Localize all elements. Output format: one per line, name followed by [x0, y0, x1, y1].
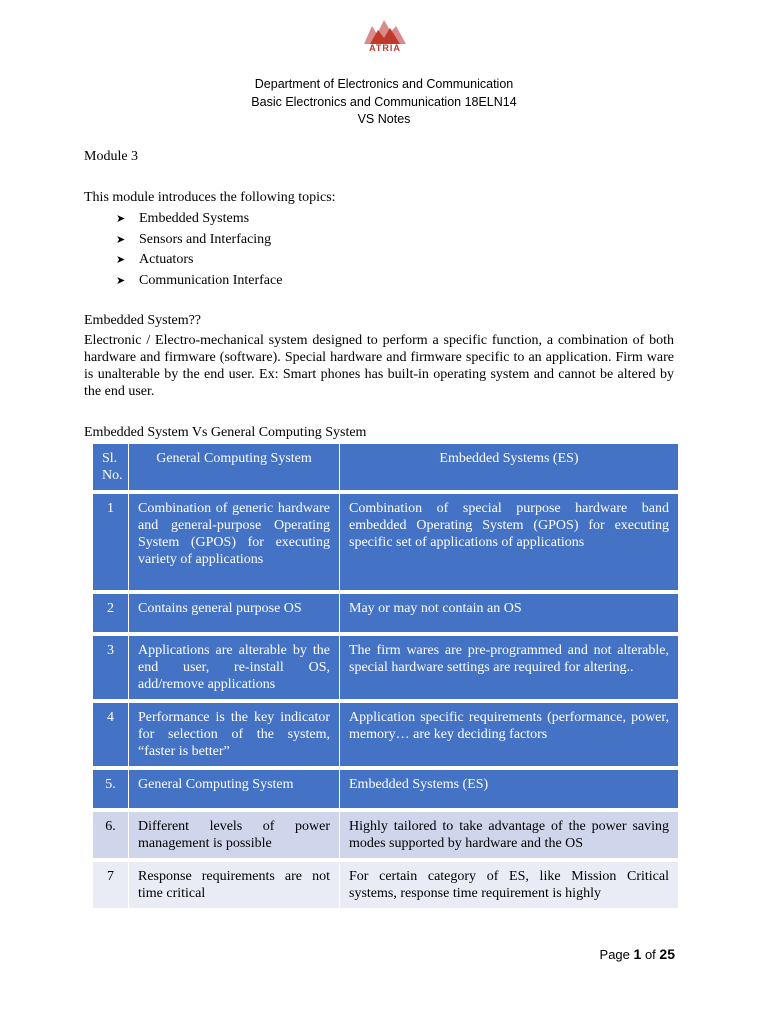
logo-text: ATRIA	[369, 43, 401, 53]
department-line: Department of Electronics and Communication	[254, 77, 514, 91]
section-paragraph: Electronic / Electro-mechanical system designed to perform a specific function, a combination of both hardware and firmware (software). Special hardware and firmware specific to an application. Firm ware is unalterable by the end user. Ex: Smart phones has built-in operating system and cannot be altered by the end user.	[84, 333, 674, 399]
table-cell: 3	[93, 636, 129, 703]
table-cell: Contains general purpose OS	[129, 594, 340, 636]
document-header	[0, 76, 768, 129]
table-row	[93, 594, 678, 636]
table-cell: 2	[93, 594, 129, 636]
comparison-table	[93, 444, 678, 908]
table-cell: Combination of special purpose hardware band embedded Operating System (GPOS) for executing specific set of applications of applications	[340, 494, 678, 594]
table-cell: 7	[93, 862, 129, 908]
table-cell: Highly tailored to take advantage of the power saving modes supported by hardware and the OS	[340, 812, 678, 862]
table-cell: 5.	[93, 770, 129, 812]
table-cell: Application specific requirements (performance, power, memory… are key deciding factors	[340, 703, 678, 770]
page-number: Page 1 of 25	[599, 946, 675, 962]
table-row	[93, 703, 678, 770]
list-item: ➤ Communication Interface	[116, 271, 282, 292]
list-item: ➤ Actuators	[116, 250, 282, 271]
table-cell: Combination of generic hardware and general-purpose Operating System (GPOS) for executing variety of applications	[129, 494, 340, 594]
table-row	[93, 812, 678, 862]
notes-line: VS Notes	[357, 112, 411, 126]
table-row	[93, 862, 678, 908]
table-cell: 1	[93, 494, 129, 594]
total-pages: 25	[659, 946, 675, 962]
table-cell: May or may not contain an OS	[340, 594, 678, 636]
table-cell: Response requirements are not time critical	[129, 862, 340, 908]
arrow-bullet-icon: ➤	[116, 212, 126, 225]
table-cell: For certain category of ES, like Mission Critical systems, response time requirement is highly	[340, 862, 678, 908]
arrow-bullet-icon: ➤	[116, 253, 126, 266]
section-heading: Embedded System??	[84, 313, 202, 328]
college-logo	[360, 16, 410, 56]
header-cell-general: General Computing System	[129, 444, 340, 494]
list-item: ➤ Sensors and Interfacing	[116, 230, 282, 251]
table-cell: 4	[93, 703, 129, 770]
table-row	[93, 770, 678, 812]
table-cell: Embedded Systems (ES)	[340, 770, 678, 812]
table-cell: Applications are alterable by the end user, re-install OS, add/remove applications	[129, 636, 340, 703]
header-cell-slno: Sl. No.	[93, 444, 129, 494]
module-title: Module 3	[84, 149, 139, 164]
arrow-bullet-icon: ➤	[116, 232, 126, 246]
arrow-bullet-icon: ➤	[116, 273, 126, 287]
header-cell-embedded: Embedded Systems (ES)	[340, 444, 678, 494]
table-cell: 6.	[93, 812, 129, 862]
table-row	[93, 494, 678, 594]
table-cell: Different levels of power management is possible	[129, 812, 340, 862]
topic-list	[116, 209, 282, 291]
list-item: ➤ Embedded Systems	[116, 209, 282, 230]
table-cell: Performance is the key indicator for selection of the system, “faster is better”	[129, 703, 340, 770]
table-caption: Embedded System Vs General Computing System	[84, 425, 367, 440]
table-header-row	[93, 444, 678, 494]
table-cell: The firm wares are pre-programmed and not alterable, special hardware settings are required for altering..	[340, 636, 678, 703]
current-page: 1	[633, 946, 642, 962]
table-cell: General Computing System	[129, 770, 340, 812]
table-row	[93, 636, 678, 703]
course-line: Basic Electronics and Communication 18ELN14	[251, 94, 517, 109]
intro-text: This module introduces the following topics:	[84, 190, 336, 205]
